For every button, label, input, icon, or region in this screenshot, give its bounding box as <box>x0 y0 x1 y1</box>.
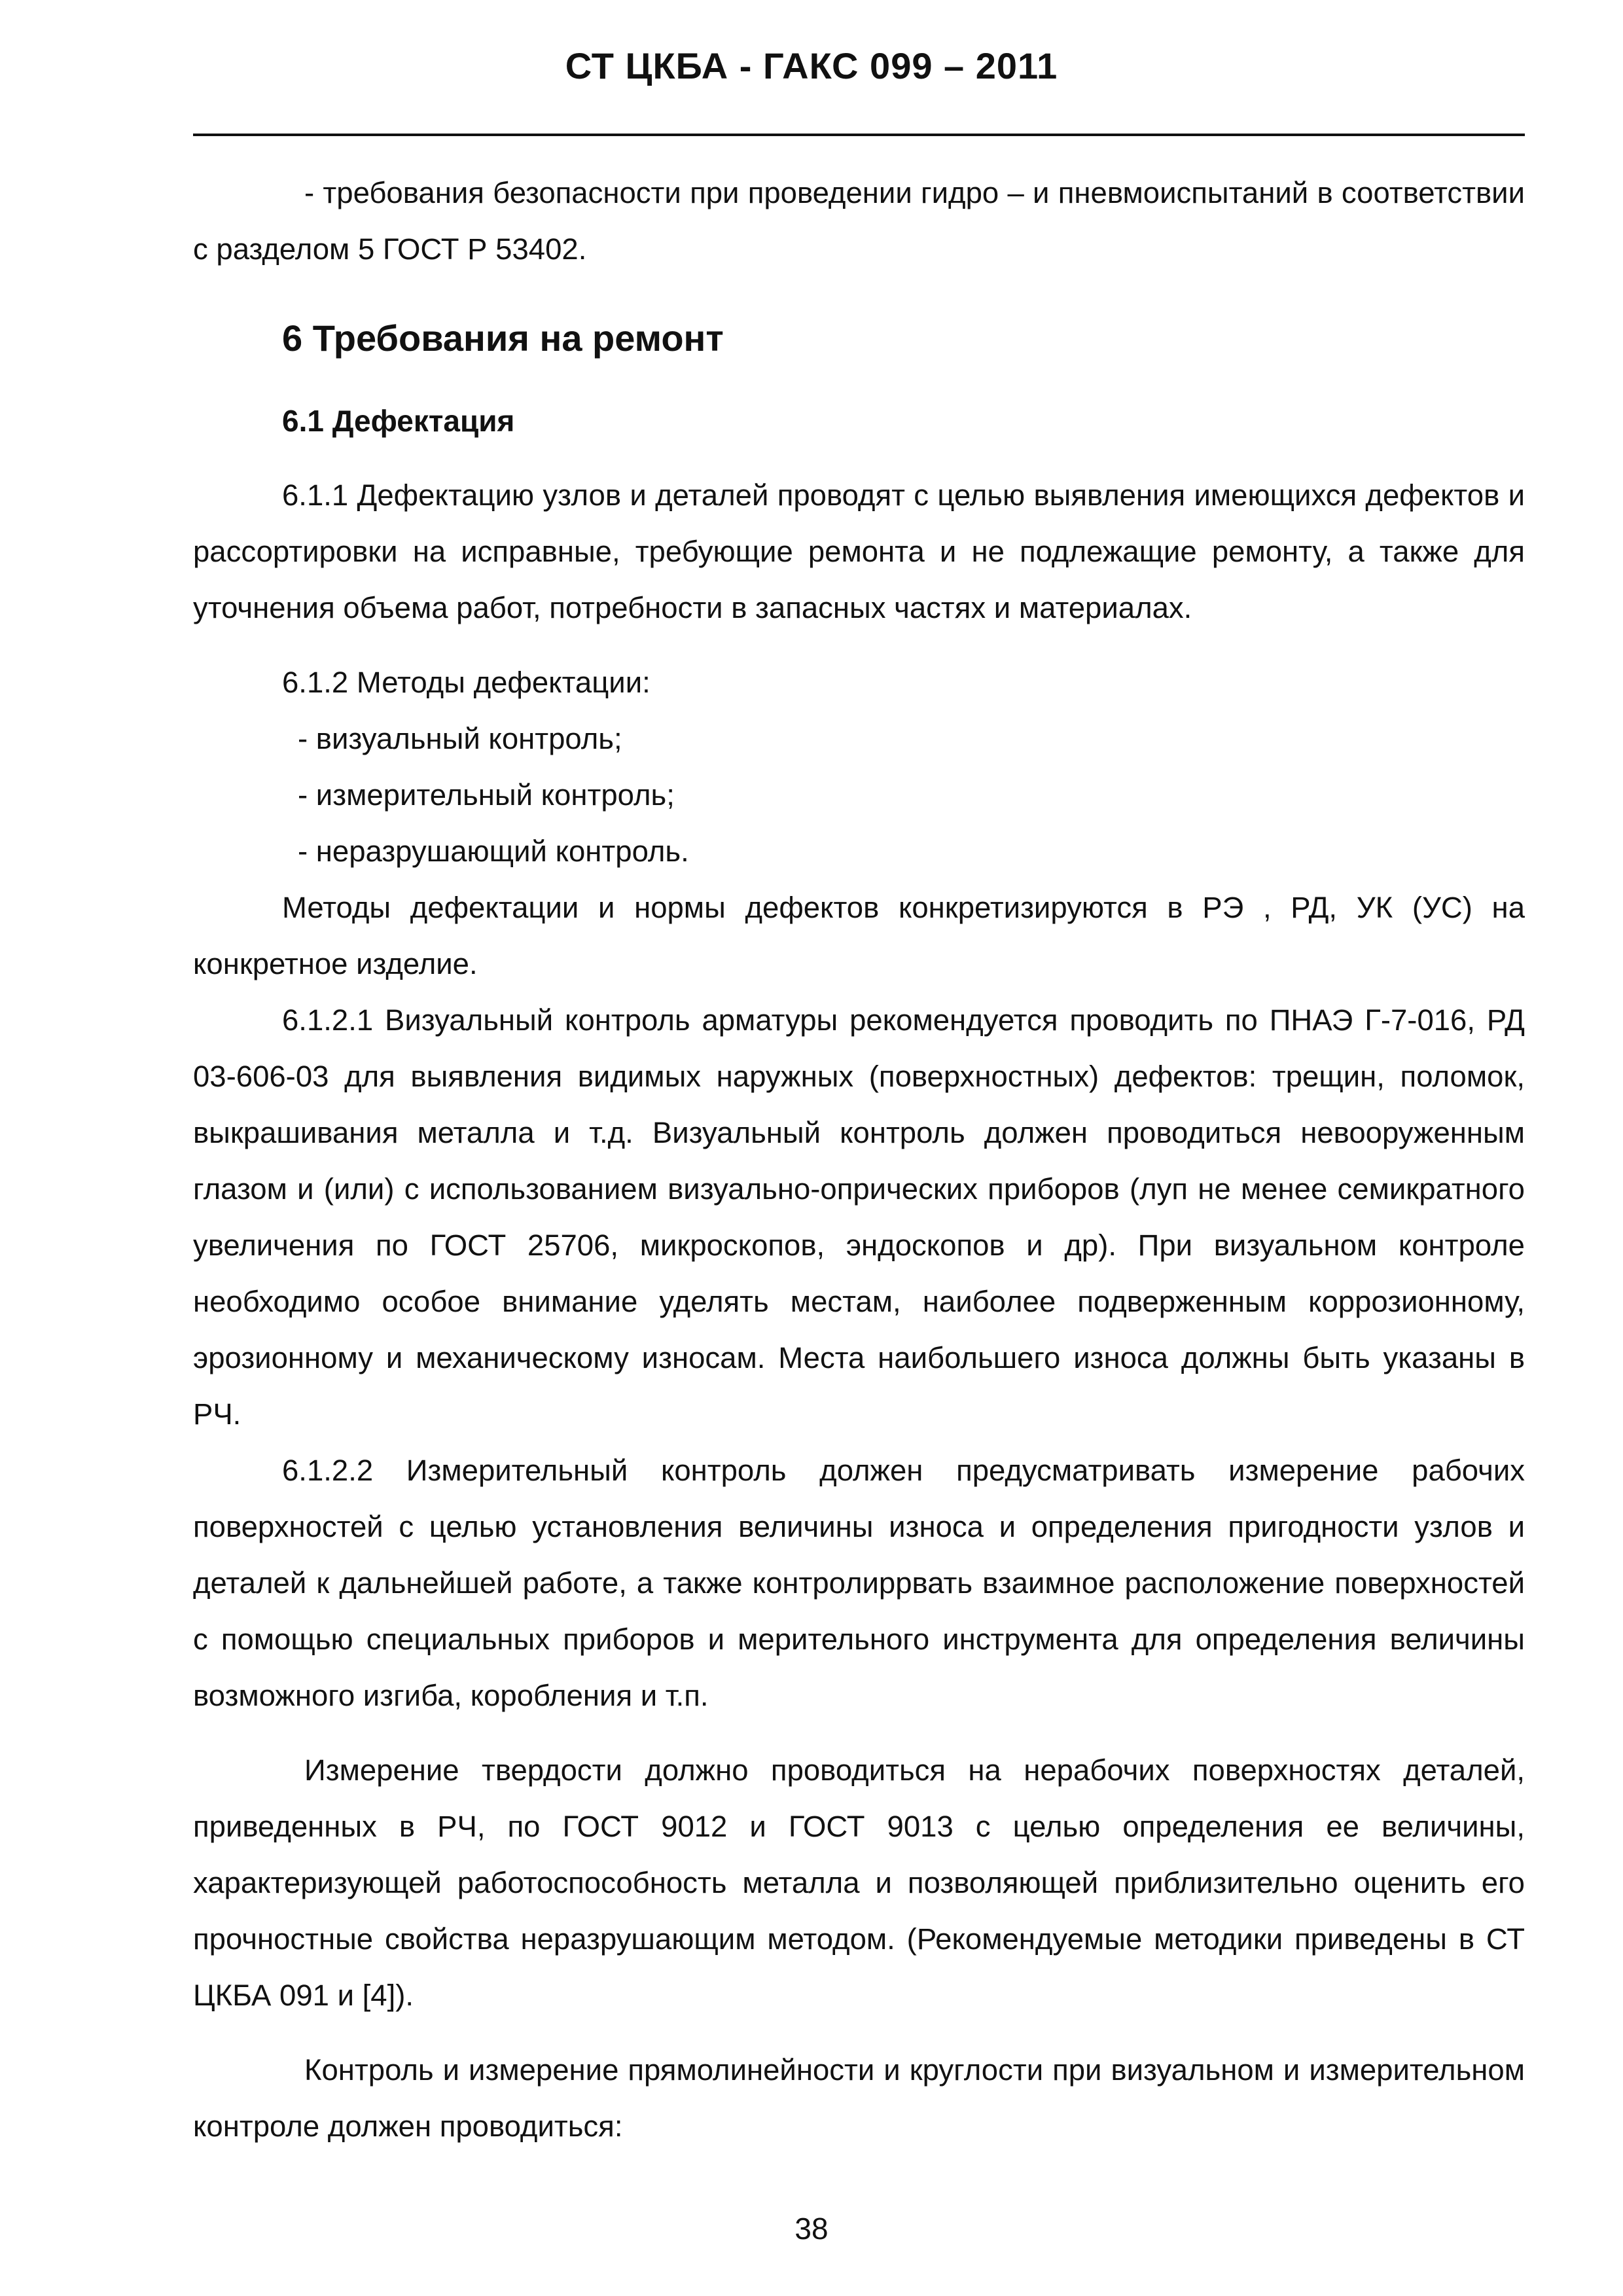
paragraph-6-1-2-2: 6.1.2.2 Измерительный контроль должен предусматривать измерение рабочих поверхностей с целью установления величины износа и определения пригодности узлов и деталей к дальнейшей работе, а также контролиррвать взаимное расположение поверхностей с помощью специальных приборов и мерительного инструмента для определения величины возможного изгиба, коробления и т.п. <box>193 1454 1525 1712</box>
page-number: 38 <box>794 2212 829 2246</box>
paragraph-control: Контроль и измерение прямолинейности и круглости при визуальном и измерительном контроле должен проводиться: <box>193 2053 1525 2143</box>
document-body <box>193 165 1525 2155</box>
paragraph-6-1-2: 6.1.2 Методы дефектации: <box>282 666 651 699</box>
intro-requirement-item: - требования безопасности при проведении гидро – и пневмоиспытаний в соответствии с разделом 5 ГОСТ Р 53402. <box>193 176 1525 266</box>
paragraph-6-1-2-1: 6.1.2.1 Визуальный контроль арматуры рекомендуется проводить по ПНАЭ Г-7-016, РД 03-606-03 для выявления видимых наружных (поверхностных) дефектов: трещин, поломок, выкрашивания металла и т.д. Визуальный контроль должен проводиться невооруженным глазом и (или) с использованием визуально-опрических приборов (луп не менее семикратного увеличения по ГОСТ 25706, микроскопов, эндоскопов и др). При визуальном контроле необходимо особое внимание уделять местам, наиболее подверженным коррозионному, эрозионному и механическому износам. Места наибольшего износа должны быть указаны в РЧ. <box>193 1003 1525 1431</box>
paragraph-6-1-1: 6.1.1 Дефектацию узлов и деталей проводят с целью выявления имеющихся дефектов и рассортировки на исправные, требующие ремонта и не подлежащие ремонту, а также для уточнения объема работ, потребности в запасных частях и материалах. <box>193 478 1525 624</box>
header-divider <box>193 134 1525 136</box>
section-title: 6 Требования на ремонт <box>282 317 724 359</box>
paragraph-methods-note: Методы дефектации и нормы дефектов конкретизируются в РЭ , РД, УК (УС) на конкретное изделие. <box>193 891 1525 980</box>
subsection-title: 6.1 Дефектация <box>282 404 515 438</box>
list-item-nondestructive-control: - неразрушающий контроль. <box>298 834 689 868</box>
list-item-measuring-control: - измерительный контроль; <box>298 778 675 812</box>
document-header: СТ ЦКБА - ГАКС 099 – 2011 <box>565 45 1058 86</box>
paragraph-hardness: Измерение твердости должно проводиться на нерабочих поверхностях деталей, приведенных в РЧ, по ГОСТ 9012 и ГОСТ 9013 с целью определения ее величины, характеризующей работоспособность металла и позволяющей приблизительно оценить его прочностные свойства неразрушающим методом. (Рекомендуемые методики приведены в СТ ЦКБА 091 и [4]). <box>193 1753 1525 2012</box>
list-item-visual-control: - визуальный контроль; <box>298 722 622 755</box>
